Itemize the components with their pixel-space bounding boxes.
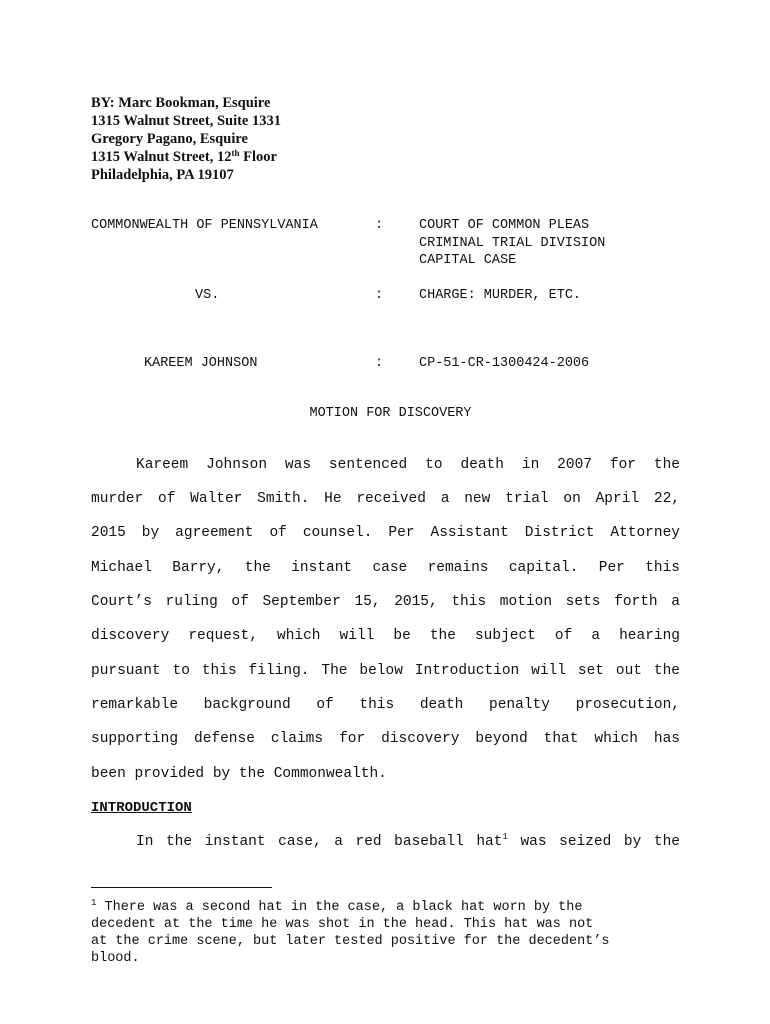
counsel-block [91, 94, 281, 184]
footnote-mark: 1 [91, 898, 97, 908]
footnote-divider [91, 887, 272, 888]
ordinal-suffix: th [231, 148, 240, 158]
counsel-line: Gregory Pagano, Esquire [91, 131, 248, 147]
footnote-line: blood. [91, 951, 140, 966]
caption-court-line: CRIMINAL TRIAL DIVISION [419, 236, 606, 251]
footnote-text: There was a second hat in the case, a black hat worn by the [96, 900, 583, 915]
caption-defendant: KAREEM JOHNSON [144, 356, 258, 371]
caption-court-line: CAPITAL CASE [419, 253, 517, 268]
paragraph-line: 2015 by agreement of counsel. Per Assistant District Attorney [91, 525, 680, 541]
caption-versus: VS. [195, 288, 220, 303]
counsel-line: Philadelphia, PA 19107 [91, 167, 234, 183]
caption-separator: : [375, 218, 384, 233]
caption-court-line: COURT OF COMMON PLEAS [419, 218, 590, 233]
caption-docket: CP-51-CR-1300424-2006 [419, 356, 590, 371]
paragraph-line: Michael Barry, the instant case remains capital. Per this [91, 560, 680, 576]
counsel-line: 1315 Walnut Street, Suite 1331 [91, 113, 281, 129]
counsel-line: BY: Marc Bookman, Esquire [91, 95, 271, 111]
caption-charge: CHARGE: MURDER, ETC. [419, 288, 582, 303]
paragraph-line: Court’s ruling of September 15, 2015, this motion sets forth a [91, 594, 680, 610]
footnote-reference[interactable]: 1 [502, 832, 508, 842]
paragraph-line: supporting defense claims for discovery beyond that which has [91, 731, 680, 747]
paragraph-line: been provided by the Commonwealth. [91, 766, 387, 782]
paragraph-line: Kareem Johnson was sentenced to death in 2007 for the [136, 457, 680, 473]
paragraph-text: was seized by the [507, 834, 680, 850]
document-title: MOTION FOR DISCOVERY [309, 406, 472, 421]
paragraph-line: remarkable background of this death penalty prosecution, [91, 697, 680, 713]
caption-plaintiff: COMMONWEALTH OF PENNSYLVANIA [91, 218, 318, 233]
paragraph-line: murder of Walter Smith. He received a new trial on April 22, [91, 491, 680, 507]
counsel-address-floor: Floor [239, 149, 277, 165]
paragraph-text: In the instant case, a red baseball hat [136, 834, 503, 850]
footnote-line: decedent at the time he was shot in the head. This hat was not [91, 917, 594, 932]
caption-separator: : [375, 288, 384, 303]
counsel-address: 1315 Walnut Street, 12 [91, 149, 232, 165]
section-heading-introduction: INTRODUCTION [91, 800, 192, 816]
caption-separator: : [375, 356, 384, 371]
paragraph-line [91, 834, 680, 851]
paragraph-line: discovery request, which will be the subject of a hearing [91, 628, 680, 644]
footnote-line [91, 899, 583, 916]
footnote-line: at the crime scene, but later tested positive for the decedent’s [91, 934, 610, 949]
paragraph-line: pursuant to this filing. The below Introduction will set out the [91, 663, 680, 679]
counsel-line [91, 148, 281, 166]
